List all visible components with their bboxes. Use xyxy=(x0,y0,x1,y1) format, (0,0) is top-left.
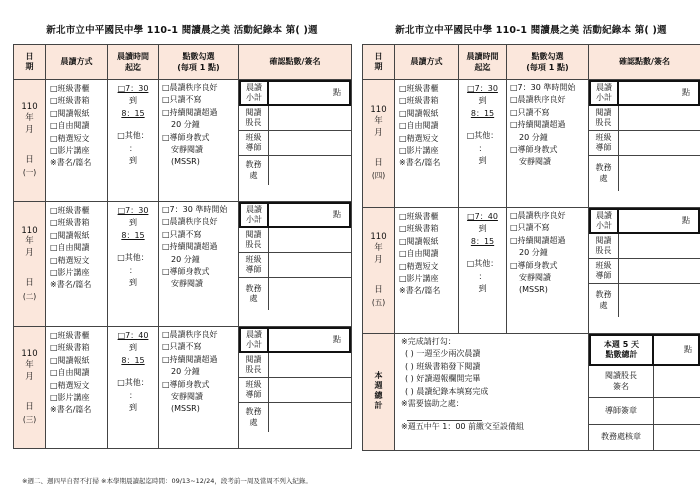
points-option[interactable]: □持續閱讀超過 xyxy=(162,242,218,252)
checklist-item[interactable]: ( ) 班級書箱發下閱讀 xyxy=(405,361,481,371)
points-options: □晨讀秩序良好 □只讀不寫 □持續閱讀超過 20 分鐘 □導師身教式 安靜閱讀 (MSSR) xyxy=(507,208,589,334)
book-title-field[interactable]: ※書名/篇名 xyxy=(399,286,441,296)
subtotal-label: 晨讀 小計 xyxy=(589,208,619,234)
points-option[interactable]: □晨讀秩序良好 xyxy=(162,330,218,339)
points-option[interactable]: □只讀不寫 xyxy=(510,107,550,117)
method-option[interactable]: □精選短文 xyxy=(50,133,90,143)
points-option[interactable]: □導師身教式 xyxy=(162,379,210,389)
method-option[interactable]: □影片講座 xyxy=(50,267,90,277)
page-title: 新北市立中平國民中學 110-1 閱讀晨之美 活動紀錄本 第( )週 xyxy=(46,25,318,36)
time-start-option[interactable]: □7：40 xyxy=(117,331,149,340)
method-option[interactable]: □精選短文 xyxy=(399,261,439,271)
summary-side-label: 本 週 總 計 xyxy=(363,334,395,451)
day-row-tue xyxy=(14,202,352,327)
leader-sign-box[interactable] xyxy=(269,353,351,378)
teacher-sign-box[interactable] xyxy=(269,131,351,156)
points-option[interactable]: □只讀不寫 xyxy=(510,223,550,233)
method-options xyxy=(395,208,459,334)
office-sign-label: 教務處核章 xyxy=(589,425,654,450)
header-row xyxy=(363,45,700,80)
office-label: 教務 處 xyxy=(239,156,269,185)
office-label: 教務 處 xyxy=(589,284,619,317)
time-start-option[interactable]: □7：40 xyxy=(467,212,498,221)
subtotal-label: 晨讀 小計 xyxy=(589,80,619,106)
week-total-label: 本週 5 天 點數總計 xyxy=(589,334,654,366)
points-options: □7：30 準時開始 □晨讀秩序良好 □只讀不寫 □持續閱讀超過 20 分鐘 □導師身教式 安靜閱讀 xyxy=(507,80,589,208)
checklist-item[interactable]: ( ) 好讀週報欄開完畢 xyxy=(405,374,481,384)
book-title-field[interactable]: ※書名/篇名 xyxy=(50,280,92,290)
book-title-field[interactable]: ※書名/篇名 xyxy=(50,405,92,415)
header-time: 晨讀時間 起迄 xyxy=(108,45,159,80)
method-option[interactable]: □班級書櫃 xyxy=(50,331,90,340)
week-total-box[interactable]: 點 xyxy=(654,334,700,366)
right-page xyxy=(362,0,700,470)
points-option[interactable]: □晨讀秩序良好 xyxy=(162,83,218,92)
method-option[interactable]: □自由閱讀 xyxy=(50,121,90,131)
method-option[interactable]: □班級書箱 xyxy=(50,343,90,353)
leader-sign-box[interactable] xyxy=(654,366,700,398)
date-cell: 110 年 月 日 (五) xyxy=(363,208,395,334)
time-other-option[interactable]: □其他： xyxy=(117,253,149,263)
method-option[interactable]: □影片講座 xyxy=(50,392,90,402)
teacher-sign-box[interactable] xyxy=(619,259,700,284)
office-sign-box[interactable] xyxy=(619,284,700,317)
leader-sign-box[interactable] xyxy=(269,228,351,253)
teacher-label: 班級 導師 xyxy=(589,259,619,284)
method-option[interactable]: □班級書櫃 xyxy=(50,206,90,215)
day-row-wed xyxy=(14,327,352,449)
method-option[interactable]: □閱讀報紙 xyxy=(50,230,90,240)
method-option[interactable]: □自由閱讀 xyxy=(50,243,90,253)
header-row xyxy=(14,45,352,80)
time-start-option[interactable]: □7：30 xyxy=(117,206,149,215)
time-start-option[interactable]: □7：30 xyxy=(117,84,149,93)
points-options: □晨讀秩序良好 □只讀不寫 □持續閱讀超過 20 分鐘 □導師身教式 安靜閱讀 (MSSR) xyxy=(159,80,239,202)
header-date: 日 期 xyxy=(363,45,395,80)
office-label: 教務 處 xyxy=(589,156,619,191)
method-option[interactable]: □班級書箱 xyxy=(399,224,439,234)
office-label: 教務 處 xyxy=(239,278,269,310)
method-option[interactable]: □自由閱讀 xyxy=(50,368,90,378)
method-option[interactable]: □影片講座 xyxy=(399,273,439,283)
points-option[interactable]: □導師身教式 xyxy=(510,144,558,154)
confirm-cell xyxy=(589,208,700,334)
points-option[interactable]: □導師身教式 xyxy=(162,132,210,142)
header-points: 點數勾選 (每項 1 點) xyxy=(507,45,589,80)
time-other-option[interactable]: □其他： xyxy=(466,259,499,269)
method-option[interactable]: □自由閱讀 xyxy=(399,249,439,259)
confirm-cell xyxy=(589,80,700,208)
header-method: 晨讀方式 xyxy=(395,45,459,80)
left-page xyxy=(13,0,351,470)
time-options: □7：40 到 8：15 □其他： ： 到 xyxy=(108,327,159,449)
office-sign-box[interactable] xyxy=(654,425,700,450)
teacher-sign-label: 導師簽章 xyxy=(589,398,654,425)
teacher-sign-box[interactable] xyxy=(654,398,700,425)
time-options: □7：30 到 8：15 □其他： ： 到 xyxy=(459,80,507,208)
points-option[interactable]: □只讀不寫 xyxy=(162,342,202,352)
office-label: 教務 處 xyxy=(239,403,269,432)
leader-sign-box[interactable] xyxy=(269,106,351,131)
method-option[interactable]: □影片講座 xyxy=(399,145,439,155)
time-options: □7：30 到 8：15 □其他： ： 到 xyxy=(108,80,159,202)
method-option[interactable]: □閱讀報紙 xyxy=(50,108,90,118)
subtotal-box[interactable]: 點 xyxy=(619,208,700,234)
points-option[interactable]: □持續閱讀超過 xyxy=(510,120,566,130)
leader-label: 閱讀 股長 xyxy=(589,106,619,131)
points-option[interactable]: □持續閱讀超過 xyxy=(162,107,218,117)
points-option[interactable]: □晨讀秩序良好 xyxy=(510,95,566,105)
header-confirm: 確認點數/簽名 xyxy=(589,45,700,80)
day-row-thu xyxy=(363,80,700,208)
teacher-sign-box[interactable] xyxy=(619,131,700,156)
points-option[interactable]: □持續閱讀超過 xyxy=(510,235,566,245)
method-option[interactable]: □閱讀報紙 xyxy=(50,355,90,365)
header-method: 晨讀方式 xyxy=(46,45,108,80)
header-confirm: 確認點數/簽名 xyxy=(239,45,352,80)
office-sign-box[interactable] xyxy=(269,403,351,432)
time-other-option[interactable]: □其他： xyxy=(466,131,499,141)
time-other-option[interactable]: □其他： xyxy=(117,378,149,388)
leader-sign-label: 閱讀股長 簽名 xyxy=(589,366,654,398)
method-option[interactable]: □班級書箱 xyxy=(50,218,90,228)
points-option[interactable]: □晨讀秩序良好 xyxy=(162,217,218,227)
subtotal-box[interactable]: 點 xyxy=(269,202,351,228)
header-date: 日 期 xyxy=(14,45,46,80)
book-title-field[interactable]: ※書名/篇名 xyxy=(399,158,441,168)
teacher-label: 班級 導師 xyxy=(239,378,269,403)
method-option[interactable]: □精選短文 xyxy=(50,255,90,265)
method-options xyxy=(46,80,108,202)
leader-label: 閱讀 股長 xyxy=(589,234,619,259)
method-option[interactable]: □精選短文 xyxy=(399,133,439,143)
method-options xyxy=(46,202,108,327)
confirm-cell xyxy=(239,202,352,327)
points-option[interactable]: □只讀不寫 xyxy=(162,95,202,105)
subtotal-label: 晨讀 小計 xyxy=(239,202,269,228)
method-option[interactable]: □班級書箱 xyxy=(399,96,439,106)
subtotal-box[interactable]: 點 xyxy=(269,80,351,106)
footnote: ※週二、週四早自習不打掃 ※本學期晨讀起迄時間：09/13~12/24，段考前一周及當周不列入紀錄。 xyxy=(22,477,312,485)
summary-checklist: ※完成請打勾： ( ) 一週至少兩次晨讀 ( ) 班級書箱發下閱讀 ( ) 好讀週報欄開完畢 ( ) 晨讀紀錄本填寫完成 ※需要協助之處： ※週五中午 1：00 前繳交至設備組 xyxy=(395,334,589,451)
time-other-option[interactable]: □其他： xyxy=(117,131,149,141)
method-option[interactable]: □自由閱讀 xyxy=(399,121,439,131)
date-cell: 110 年 月 日 (四) xyxy=(363,80,395,208)
header-time: 晨讀時間 起迄 xyxy=(459,45,507,80)
subtotal-label: 晨讀 小計 xyxy=(239,80,269,106)
method-option[interactable]: □班級書櫃 xyxy=(399,84,439,93)
office-sign-box[interactable] xyxy=(269,278,351,310)
teacher-label: 班級 導師 xyxy=(589,131,619,156)
points-option[interactable]: □7：30 準時開始 xyxy=(162,205,228,214)
method-options xyxy=(395,80,459,208)
points-options: □7：30 準時開始 □晨讀秩序良好 □只讀不寫 □持續閱讀超過 20 分鐘 □導師身教式 安靜閱讀 xyxy=(159,202,239,327)
points-options: □晨讀秩序良好 □只讀不寫 □持續閱讀超過 20 分鐘 □導師身教式 安靜閱讀 (MSSR) xyxy=(159,327,239,449)
method-options xyxy=(46,327,108,449)
record-table-left xyxy=(13,44,352,449)
confirm-cell xyxy=(239,80,352,202)
subtotal-box[interactable]: 點 xyxy=(619,80,700,106)
teacher-sign-box[interactable] xyxy=(269,253,351,278)
time-options: □7：40 到 8：15 □其他： ： 到 xyxy=(459,208,507,334)
points-option[interactable]: □晨讀秩序良好 xyxy=(510,211,566,220)
date-cell: 110 年 月 日 (二) xyxy=(14,202,46,327)
date-cell: 110 年 月 日 (三) xyxy=(14,327,46,449)
header-points: 點數勾選 (每項 1 點) xyxy=(159,45,239,80)
teacher-sign-box[interactable] xyxy=(269,378,351,403)
office-sign-box[interactable] xyxy=(269,156,351,185)
leader-label: 閱讀 股長 xyxy=(239,353,269,378)
points-option[interactable]: □導師身教式 xyxy=(510,260,558,270)
page-title: 新北市立中平國民中學 110-1 閱讀晨之美 活動紀錄本 第( )週 xyxy=(395,25,667,36)
method-option[interactable]: □精選短文 xyxy=(50,380,90,390)
book-title-field[interactable]: ※書名/篇名 xyxy=(50,158,92,168)
teacher-label: 班級 導師 xyxy=(239,131,269,156)
time-options: □7：30 到 8：15 □其他： ： 到 xyxy=(108,202,159,327)
checklist-item[interactable]: ( ) 晨讀紀錄本填寫完成 xyxy=(405,386,489,396)
leader-label: 閱讀 股長 xyxy=(239,106,269,131)
checklist-item[interactable]: ( ) 一週至少兩次晨讀 xyxy=(405,349,481,359)
points-option[interactable]: □導師身教式 xyxy=(162,266,210,276)
method-option[interactable]: □班級書箱 xyxy=(50,96,90,106)
office-sign-box[interactable] xyxy=(619,156,700,191)
method-option[interactable]: □閱讀報紙 xyxy=(399,236,439,246)
method-option[interactable]: □影片講座 xyxy=(50,145,90,155)
leader-label: 閱讀 股長 xyxy=(239,228,269,253)
teacher-label: 班級 導師 xyxy=(239,253,269,278)
subtotal-label: 晨讀 小計 xyxy=(239,327,269,353)
summary-sign-area xyxy=(589,334,700,451)
weekly-summary-row xyxy=(363,334,700,451)
method-option[interactable]: □班級書櫃 xyxy=(399,212,439,221)
subtotal-box[interactable]: 點 xyxy=(269,327,351,353)
confirm-cell xyxy=(239,327,352,449)
day-row-mon xyxy=(14,80,352,202)
assist-field[interactable] xyxy=(407,410,482,421)
record-table-right xyxy=(362,44,700,451)
time-start-option[interactable]: □7：30 xyxy=(467,84,498,93)
method-option[interactable]: □閱讀報紙 xyxy=(399,108,439,118)
points-option[interactable]: □7：30 準時開始 xyxy=(510,83,576,92)
day-row-fri xyxy=(363,208,700,334)
leader-sign-box[interactable] xyxy=(619,106,700,131)
leader-sign-box[interactable] xyxy=(619,234,700,259)
points-option[interactable]: □持續閱讀超過 xyxy=(162,354,218,364)
method-option[interactable]: □班級書櫃 xyxy=(50,84,90,93)
points-option[interactable]: □只讀不寫 xyxy=(162,229,202,239)
date-cell: 110 年 月 日 (一) xyxy=(14,80,46,202)
